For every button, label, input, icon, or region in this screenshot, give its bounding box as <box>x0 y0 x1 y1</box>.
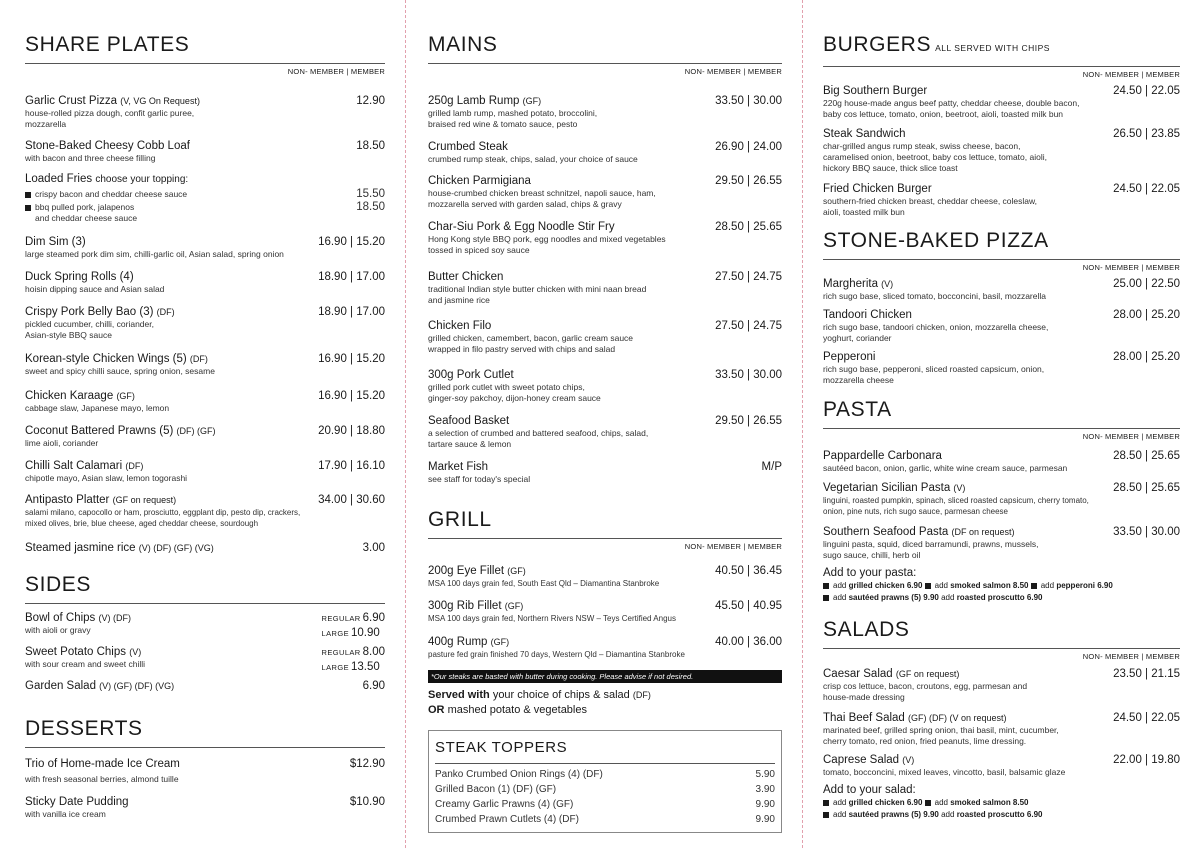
topper-row: Grilled Bacon (1) (DF) (GF) 3.90 <box>435 784 775 795</box>
price-header: NON- MEMBER | MEMBER <box>1082 263 1180 272</box>
price: 18.90 | 17.00 <box>318 306 385 318</box>
price: 26.90 | 24.00 <box>715 141 782 153</box>
right-column <box>803 0 1200 848</box>
price: 16.90 | 15.20 <box>318 390 385 402</box>
salads-title: SALADS <box>823 618 910 641</box>
price: 18.50 <box>356 140 385 152</box>
bullet-icon <box>823 812 829 818</box>
bullet-icon <box>925 800 931 806</box>
mains-title: MAINS <box>428 33 498 56</box>
price: 34.00 | 30.60 <box>318 494 385 506</box>
price: 28.50 | 25.65 <box>715 221 782 233</box>
price: 28.50 | 25.65 <box>1113 482 1180 494</box>
sides-section <box>25 573 385 604</box>
menu-item: Char-Siu Pork & Egg Noodle Stir Fry Hong Kong style BBQ pork, egg noodles and mixed vegetables tossed in spiced soy sauce 28.50 | 25.65 <box>428 221 782 255</box>
price: 40.50 | 36.45 <box>715 565 782 577</box>
price-header: NON- MEMBER | MEMBER <box>1082 652 1180 661</box>
menu-item: Bowl of Chips (V) (DF) with aioli or gravy REGULAR 6.90 LARGE 10.90 <box>25 612 385 639</box>
menu-item: Butter Chicken traditional Indian style butter chicken with mini naan bread and jasmine rice 27.50 | 24.75 <box>428 271 782 305</box>
menu-item: Fried Chicken Burger southern-fried chicken breast, cheddar cheese, coleslaw, aioli, toasted milk bun 24.50 | 22.05 <box>823 183 1180 217</box>
bullet-icon <box>25 192 31 198</box>
menu-item: Sticky Date Pudding with vanilla ice cream $10.90 <box>25 796 385 819</box>
served-with: Served with your choice of chips & salad (DF) OR mashed potato & vegetables <box>428 689 651 716</box>
share-plates-title: SHARE PLATES <box>25 33 190 56</box>
menu-item: Caprese Salad (V) tomato, bocconcini, mixed leaves, vincotto, basil, balsamic glaze 22.00 | 19.80 <box>823 754 1180 777</box>
price: 33.50 | 30.00 <box>715 369 782 381</box>
middle-column <box>405 0 803 848</box>
steak-toppers-title: STEAK TOPPERS <box>435 739 568 756</box>
bullet-icon <box>1031 583 1037 589</box>
menu-item: Duck Spring Rolls (4) hoisin dipping sauce and Asian salad 18.90 | 17.00 <box>25 271 385 294</box>
menu-item: Coconut Battered Prawns (5) (DF) (GF) lime aioli, coriander 20.90 | 18.80 <box>25 425 385 448</box>
menu-item: Steak Sandwich char-grilled angus rump steak, swiss cheese, bacon, caramelised onion, beetroot, baby cos lettuce, tomato, aioli, hickory BBQ sauce, thick slice toast 26.50 | 23.85 <box>823 128 1180 173</box>
loaded-fries-item: Loaded Fries choose your topping: crispy bacon and cheddar cheese sauce 15.50 bbq pulled pork, jalapenos 18.50 and cheddar cheese sauce <box>25 173 385 223</box>
price-header: NON- MEMBER | MEMBER <box>1082 70 1180 79</box>
price: 29.50 | 26.55 <box>715 415 782 427</box>
desserts-title: DESSERTS <box>25 717 143 740</box>
menu-item: Tandoori Chicken rich sugo base, tandoori chicken, onion, mozzarella cheese, yoghurt, coriander 28.00 | 25.20 <box>823 309 1180 343</box>
price: 22.00 | 19.80 <box>1113 754 1180 766</box>
menu-item: Antipasto Platter (GF on request) salami milano, capocollo or ham, prosciutto, eggplant dip, pesto dip, crackers, mixed olives, brie, blue cheese, aged cheddar cheese, sourdough 34.00 | 30.60 <box>25 494 385 528</box>
menu-item: Margherita (V) rich sugo base, sliced tomato, bocconcini, basil, mozzarella 25.00 | 22.50 <box>823 278 1180 301</box>
price-header: NON- MEMBER | MEMBER <box>684 67 782 76</box>
price: 27.50 | 24.75 <box>715 271 782 283</box>
menu-item: Chicken Filo grilled chicken, camembert, bacon, garlic cream sauce wrapped in filo pastry served with chips and salad 27.50 | 24.75 <box>428 320 782 354</box>
share-plates-section <box>25 33 385 76</box>
grill-title: GRILL <box>428 508 492 531</box>
sides-title: SIDES <box>25 573 92 596</box>
menu-item: Crumbed Steak crumbed rump steak, chips, salad, your choice of sauce 26.90 | 24.00 <box>428 141 782 164</box>
price: 33.50 | 30.00 <box>1113 526 1180 538</box>
bullet-icon <box>823 595 829 601</box>
menu-item: Sweet Potato Chips (V) with sour cream and sweet chilli REGULAR 8.00 LARGE 13.50 <box>25 646 385 673</box>
menu-item: Seafood Basket a selection of crumbed and battered seafood, chips, salad, tartare sauce & lemon 29.50 | 26.55 <box>428 415 782 449</box>
pizza-section <box>823 229 1180 272</box>
menu-item: 200g Eye Fillet (GF) MSA 100 days grain fed, South East Qld – Diamantina Stanbroke 40.50 | 36.45 <box>428 565 782 588</box>
price: 18.50 <box>356 201 385 213</box>
price: 45.50 | 40.95 <box>715 600 782 612</box>
price: 12.90 <box>356 95 385 107</box>
mains-section <box>428 33 782 76</box>
menu-item: Vegetarian Sicilian Pasta (V) linguini, roasted pumpkin, spinach, sliced roasted capsicum, cherry tomato, onion, pine nuts, rich sugo sauce, parmesan cheese 28.50 | 25.65 <box>823 482 1180 516</box>
price: 28.00 | 25.20 <box>1113 351 1180 363</box>
menu-item: Southern Seafood Pasta (DF on request) linguini pasta, squid, diced barramundi, prawns, mussels, sugo sauce, chilli, herb oil 33.50 | 30.00 <box>823 526 1180 560</box>
menu-item: Dim Sim (3) large steamed pork dim sim, chilli-garlic oil, Asian salad, spring onion 16.90 | 15.20 <box>25 236 385 259</box>
price: 16.90 | 15.20 <box>318 353 385 365</box>
burgers-title: BURGERS <box>823 33 932 56</box>
menu-item: 300g Pork Cutlet grilled pork cutlet with sweet potato chips, ginger-soy pakchoy, dijon-honey cream sauce 33.50 | 30.00 <box>428 369 782 403</box>
bullet-icon <box>823 583 829 589</box>
menu-item: Steamed jasmine rice (V) (DF) (GF) (VG) 3.00 <box>25 542 385 554</box>
pasta-addons: Add to your pasta: add grilled chicken 6.90 add smoked salmon 8.50 add pepperoni 6.90 add sautéed prawns (5) 9.90 add roasted proscutto 6.90 <box>823 567 1113 602</box>
butter-note: *Our steaks are basted with butter during cooking. Please advise if not desired. <box>428 670 782 683</box>
menu-item: 300g Rib Fillet (GF) MSA 100 days grain fed, Northern Rivers NSW – Teys Certified Angus 45.50 | 40.95 <box>428 600 782 623</box>
price-header: NON- MEMBER | MEMBER <box>287 67 385 76</box>
menu-item: Market Fish see staff for today's special M/P <box>428 461 782 484</box>
menu-item: Pepperoni rich sugo base, pepperoni, sliced roasted capsicum, onion, mozzarella cheese 28.00 | 25.20 <box>823 351 1180 385</box>
menu-item: 400g Rump (GF) pasture fed grain finished 70 days, Western Qld – Diamantina Stanbroke 40.00 | 36.00 <box>428 636 782 659</box>
menu-item: Crispy Pork Belly Bao (3) (DF) pickled cucumber, chilli, coriander, Asian-style BBQ sauce 18.90 | 17.00 <box>25 306 385 340</box>
price: 6.90 <box>362 680 385 692</box>
price: 18.90 | 17.00 <box>318 271 385 283</box>
price-header: NON- MEMBER | MEMBER <box>1082 432 1180 441</box>
pizza-title: STONE-BAKED PIZZA <box>823 229 1049 252</box>
price: 27.50 | 24.75 <box>715 320 782 332</box>
pasta-title: PASTA <box>823 398 892 421</box>
desserts-section <box>25 717 385 748</box>
price: 24.50 | 22.05 <box>1113 183 1180 195</box>
price-header: NON- MEMBER | MEMBER <box>684 542 782 551</box>
price: 23.50 | 21.15 <box>1113 668 1180 680</box>
price: 20.90 | 18.80 <box>318 425 385 437</box>
price: 16.90 | 15.20 <box>318 236 385 248</box>
price: 25.00 | 22.50 <box>1113 278 1180 290</box>
topper-row: Crumbed Prawn Cutlets (4) (DF) 9.90 <box>435 814 775 825</box>
price: 24.50 | 22.05 <box>1113 712 1180 724</box>
menu-item: Trio of Home-made Ice Cream with fresh seasonal berries, almond tuille $12.90 <box>25 758 385 784</box>
price: 17.90 | 16.10 <box>318 460 385 472</box>
menu-item: Chicken Karaage (GF) cabbage slaw, Japanese mayo, lemon 16.90 | 15.20 <box>25 390 385 413</box>
price: 24.50 | 22.05 <box>1113 85 1180 97</box>
salads-section <box>823 618 1180 661</box>
topper-row: Panko Crumbed Onion Rings (4) (DF) 5.90 <box>435 769 775 780</box>
price: 29.50 | 26.55 <box>715 175 782 187</box>
price: 26.50 | 23.85 <box>1113 128 1180 140</box>
bullet-icon <box>823 800 829 806</box>
price: 40.00 | 36.00 <box>715 636 782 648</box>
menu-item: Stone-Baked Cheesy Cobb Loaf with bacon and three cheese filling 18.50 <box>25 140 385 163</box>
pasta-section <box>823 398 1180 441</box>
price: 33.50 | 30.00 <box>715 95 782 107</box>
price: $10.90 <box>349 796 385 808</box>
topper-row: Creamy Garlic Prawns (4) (GF) 9.90 <box>435 799 775 810</box>
price: 28.00 | 25.20 <box>1113 309 1180 321</box>
menu-item: Korean-style Chicken Wings (5) (DF) sweet and spicy chilli sauce, spring onion, sesame 16.90 | 15.20 <box>25 353 385 376</box>
bullet-icon <box>25 205 31 211</box>
steak-toppers-box <box>428 730 782 833</box>
menu-item: Chilli Salt Calamari (DF) chipotle mayo, Asian slaw, lemon togorashi 17.90 | 16.10 <box>25 460 385 483</box>
menu-item: Pappardelle Carbonara sautéed bacon, onion, garlic, white wine cream sauce, parmesan 28.50 | 25.65 <box>823 450 1180 473</box>
bullet-icon <box>925 583 931 589</box>
menu-item: Garlic Crust Pizza (V, VG On Request) house-rolled pizza dough, confit garlic puree, mozzarella 12.90 <box>25 95 385 129</box>
price: 3.00 <box>362 542 385 554</box>
left-column <box>0 0 405 848</box>
menu-item: Thai Beef Salad (GF) (DF) (V on request) marinated beef, grilled spring onion, thai basil, mint, cucumber, cherry tomato, red onion, fried peanuts, lime dressing. 24.50 | 22.05 <box>823 712 1180 746</box>
menu-item: 250g Lamb Rump (GF) grilled lamb rump, mashed potato, broccolini, braised red wine & tomato sauce, pesto 33.50 | 30.00 <box>428 95 782 129</box>
menu-item: Caesar Salad (GF on request) crisp cos lettuce, bacon, croutons, egg, parmesan and house-made dressing 23.50 | 21.15 <box>823 668 1180 702</box>
menu-item: Chicken Parmigiana house-crumbed chicken breast schnitzel, napoli sauce, ham, mozzarella served with garden salad, chips & gravy 29.50 | 26.55 <box>428 175 782 209</box>
price: 15.50 <box>356 188 385 200</box>
menu-item: Garden Salad (V) (GF) (DF) (VG) 6.90 <box>25 680 385 692</box>
price: 28.50 | 25.65 <box>1113 450 1180 462</box>
price: M/P <box>761 461 782 473</box>
price: $12.90 <box>349 758 385 770</box>
menu-item: Big Southern Burger 220g house-made angus beef patty, cheddar cheese, double bacon, baby cos lettuce, tomato, onion, beetroot, aioli, toasted milk bun 24.50 | 22.05 <box>823 85 1180 119</box>
salad-addons: Add to your salad: add grilled chicken 6.90 add smoked salmon 8.50 add sautéed prawns (5) 9.90 add roasted proscutto 6.90 <box>823 784 1043 819</box>
grill-section <box>428 508 782 551</box>
burgers-section: BURGERS ALL SERVED WITH CHIPS NON- MEMBER | MEMBER <box>823 33 1180 79</box>
